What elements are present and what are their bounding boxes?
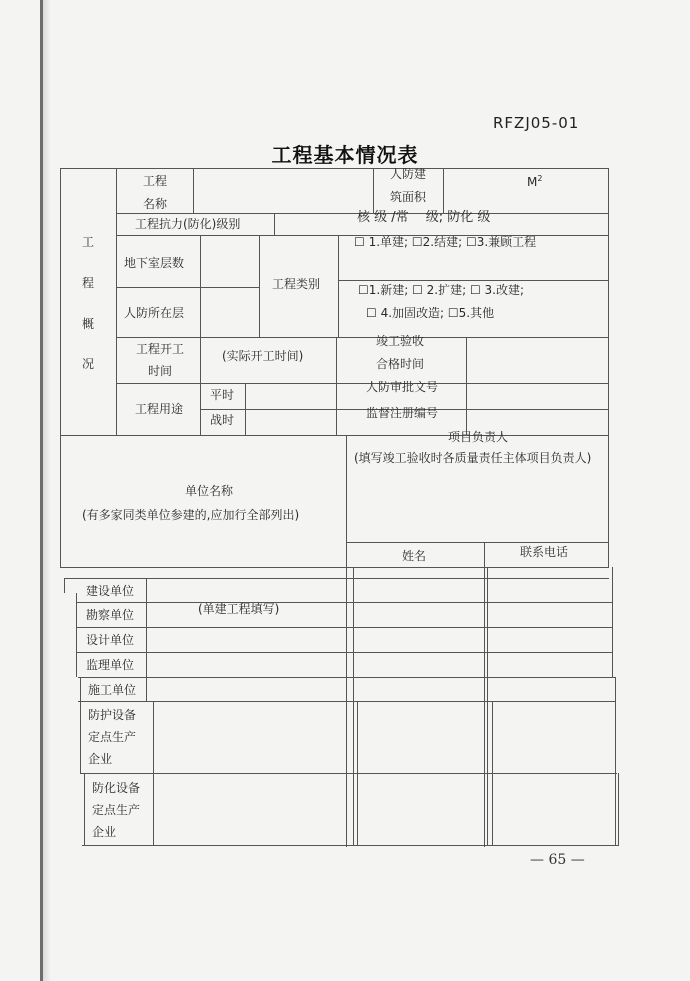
document-code: RFZJ05-01 [493, 114, 580, 132]
rule [153, 701, 154, 846]
category-option-type: ☐1.新建; ☐ 2.扩建; ☐ 3.改建; [358, 283, 525, 297]
label-phone: 联系电话 [520, 545, 569, 559]
rule [80, 677, 81, 773]
project-leader-note: (填写竣工验收时各质量责任主体项目负责人) [354, 451, 592, 465]
rule [76, 593, 77, 677]
resistance-level-value: 核 级 /常 级; 防化 级 [357, 210, 491, 225]
unit-design: 设计单位 [86, 633, 135, 647]
area-unit: $M^2$ [527, 174, 543, 189]
unit-supervision: 监理单位 [86, 658, 135, 672]
label-basement-floors: 地下室层数 [124, 256, 185, 270]
rule [146, 578, 147, 701]
rule [60, 168, 61, 568]
label-project-name: 工程 名称 [142, 174, 167, 211]
section-label-project-overview: 工 程 概 况 [81, 235, 94, 372]
rule [84, 773, 85, 846]
rule [492, 701, 493, 846]
label-name: 姓名 [402, 549, 427, 563]
category-option-type-2: ☐ 4.加固改造; ☐5.其他 [366, 306, 495, 320]
unit-protective-equipment: 防护设备 定点生产 企业 [88, 708, 137, 767]
label-project-category: 工程类别 [272, 277, 321, 291]
label-start-time: 工程开工 时间 [135, 342, 184, 378]
rule [608, 168, 609, 567]
unit-name-note: (有多家同类单位参建的,应加行全部列出) [82, 508, 300, 522]
rule [60, 567, 609, 568]
rule [245, 383, 246, 435]
rule [484, 542, 485, 847]
rule [466, 337, 467, 435]
rule [487, 567, 488, 845]
rule [259, 235, 260, 337]
rule [60, 168, 608, 169]
rule [338, 235, 339, 337]
label-peacetime: 平时 [210, 388, 235, 402]
rule [76, 652, 612, 653]
unit-contractor: 施工单位 [88, 683, 137, 697]
rule [346, 542, 609, 543]
rule [193, 168, 194, 213]
rule [357, 701, 358, 846]
rule [116, 287, 259, 288]
rule [615, 677, 616, 845]
survey-note: (单建工程填写) [198, 602, 280, 616]
rule [336, 337, 337, 435]
unit-chemical-equipment: 防化设备 定点生产 企业 [92, 781, 141, 840]
label-usage: 工程用途 [135, 402, 184, 416]
rule [76, 627, 612, 628]
rule [353, 567, 354, 845]
rule [80, 773, 617, 774]
label-civil-floor: 人防所在层 [124, 306, 185, 320]
unit-construction: 建设单位 [86, 584, 135, 598]
label-approval-no: 人防审批文号 [366, 380, 439, 394]
label-wartime: 战时 [210, 413, 235, 427]
rule [82, 845, 619, 846]
rule [60, 435, 608, 436]
label-supervision-no: 监督注册编号 [366, 406, 439, 420]
label-project-leader: 项目负责人 [448, 430, 509, 444]
label-acceptance-time: 竣工验收 合格时间 [375, 334, 424, 371]
rule [200, 337, 201, 383]
rule [346, 435, 347, 847]
start-time-note: (实际开工时间) [222, 349, 304, 363]
label-unit-name: 单位名称 [185, 484, 234, 498]
rule [618, 773, 619, 846]
rule [200, 383, 201, 435]
rule [116, 168, 117, 435]
rule [274, 213, 275, 235]
rule [116, 383, 608, 384]
label-resistance-level: 工程抗力(防化)级别 [135, 217, 241, 231]
page-title: 工程基本情况表 [271, 143, 419, 167]
unit-survey: 勘察单位 [86, 608, 135, 622]
category-option-build: ☐ 1.单建; ☐2.结建; ☐3.兼顾工程 [354, 235, 537, 249]
rule [612, 567, 613, 677]
rule [76, 602, 612, 603]
label-civil-area: 人防建 筑面积 [389, 167, 426, 204]
rule [200, 235, 201, 337]
rule [64, 578, 65, 593]
page-number: — 65 — [530, 852, 585, 868]
